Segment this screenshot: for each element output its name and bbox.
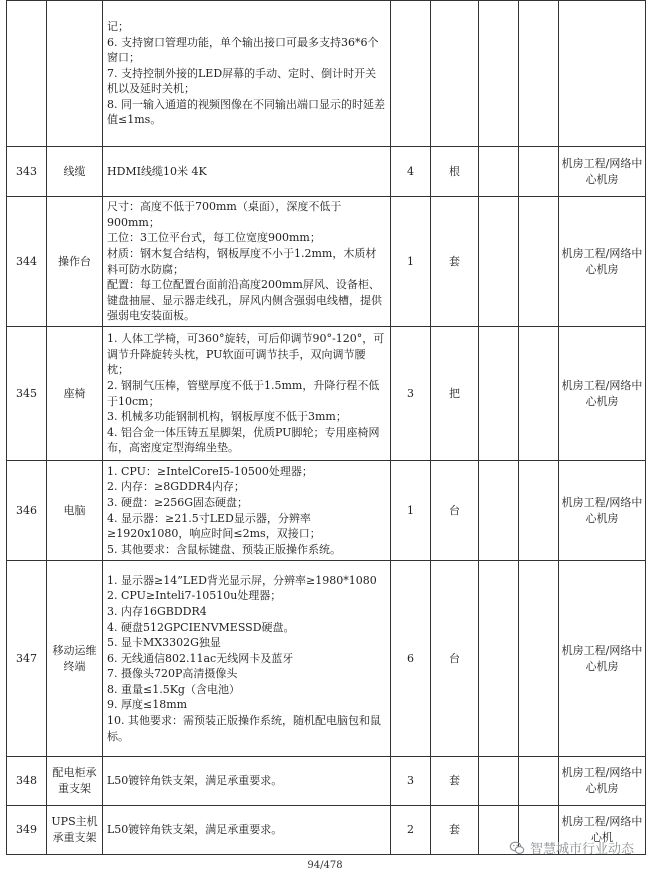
spec-line: 4. 铝合金一体压铸五星脚架，优质PU脚轮；专用座椅网布，高密度定型海绵坐垫。 bbox=[107, 425, 380, 455]
item-name: 移动运维终端 bbox=[47, 561, 103, 757]
spec-line: 5. 显卡MX3302G独显 bbox=[107, 636, 221, 650]
spec-line: 2. 钢制气压棒，管壁厚度不低于1.5mm，升降行程不低于10cm； bbox=[107, 378, 380, 408]
watermark-text: 智慧城市行业动态 bbox=[529, 842, 634, 857]
table-row bbox=[7, 757, 646, 806]
item-quantity: 6 bbox=[391, 561, 431, 757]
item-name: 配电柜承重支架 bbox=[47, 757, 103, 806]
item-number: 348 bbox=[7, 757, 47, 806]
watermark bbox=[509, 838, 634, 857]
item-number: 343 bbox=[7, 147, 47, 197]
item-number: 349 bbox=[7, 806, 47, 855]
spec-line: 5. 其他要求：含鼠标键盘、预装正版操作系统。 bbox=[107, 542, 341, 556]
spec-line: 3. 机械多功能钢制机构，钢板厚度不低于3mm； bbox=[107, 410, 347, 424]
item-name bbox=[47, 1, 103, 147]
item-quantity: 3 bbox=[391, 327, 431, 461]
spec-line: 2. CPU≥Inteli7-10510u处理器； bbox=[107, 589, 282, 603]
item-name: 电脑 bbox=[47, 461, 103, 561]
item-spec bbox=[103, 197, 391, 327]
empty-cell bbox=[519, 1, 559, 147]
empty-cell bbox=[479, 757, 519, 806]
item-remark: 机房工程/网络中心机房 bbox=[559, 757, 646, 806]
empty-cell bbox=[479, 1, 519, 147]
spec-line: 4. 显示器：≥21.5寸LED显示器，分辨率≥1920x1080，响应时间≤2ms，双接口； bbox=[107, 511, 321, 541]
spec-line: 1. 显示器≥14”LED背光显示屏，分辨率≥1980*1080 bbox=[107, 573, 377, 587]
table-row bbox=[7, 197, 646, 327]
item-quantity: 4 bbox=[391, 147, 431, 197]
table-row bbox=[7, 461, 646, 561]
item-number: 346 bbox=[7, 461, 47, 561]
spec-line: 材质：钢木复合结构，钢板厚度不小于1.2mm，木质材料可防水防腐； bbox=[107, 246, 377, 276]
spec-line: L50镀锌角铁支架，满足承重要求。 bbox=[107, 774, 283, 788]
item-remark: 机房工程/网络中心机房 bbox=[559, 561, 646, 757]
spec-line: 4. 硬盘512GPCIENVMESSD硬盘。 bbox=[107, 620, 295, 634]
spec-line: 3. 硬盘：≥256G固态硬盘； bbox=[107, 495, 248, 509]
item-unit: 套 bbox=[431, 757, 479, 806]
item-remark bbox=[559, 1, 646, 147]
item-name: 线缆 bbox=[47, 147, 103, 197]
empty-cell bbox=[519, 461, 559, 561]
spec-line: 记； bbox=[107, 19, 129, 33]
item-remark: 机房工程/网络中心机房 bbox=[559, 327, 646, 461]
page-number: 94/478 bbox=[307, 860, 343, 871]
item-remark: 机房工程/网络中心机房 bbox=[559, 147, 646, 197]
item-spec bbox=[103, 327, 391, 461]
item-spec bbox=[103, 561, 391, 757]
item-number: 347 bbox=[7, 561, 47, 757]
item-unit: 台 bbox=[431, 461, 479, 561]
spec-line: 10. 其他要求：需预装正版操作系统，随机配电脑包和鼠标。 bbox=[107, 714, 381, 743]
spec-line: 2. 内存：≥8GDDR4内存； bbox=[107, 480, 245, 494]
spec-line: 3. 内存16GBDDR4 bbox=[107, 604, 207, 618]
procurement-table bbox=[6, 0, 646, 855]
spec-line: 8. 重量≤1.5Kg（含电池） bbox=[107, 682, 240, 696]
spec-line: 1. 人体工学椅，可360°旋转，可后仰调节90°-120°，可调节升降旋转头枕，PU软面可调节扶手，双向调节腰枕； bbox=[107, 332, 385, 377]
spec-line: 尺寸：高度不低于700mm（桌面），深度不低于900mm； bbox=[107, 200, 342, 229]
item-unit: 套 bbox=[431, 197, 479, 327]
spec-line: L50镀锌角铁支架，满足承重要求。 bbox=[107, 823, 283, 837]
item-remark: 机房工程/网络中心机 bbox=[559, 806, 646, 855]
spec-line: 工位：3工位平台式，每工位宽度900mm； bbox=[107, 231, 321, 245]
item-name: UPS主机承重支架 bbox=[47, 806, 103, 855]
empty-cell bbox=[519, 327, 559, 461]
spec-line: 7. 支持控制外接的LED屏幕的手动、定时、倒计时开关机以及延时关机； bbox=[107, 66, 377, 96]
item-spec bbox=[103, 147, 391, 197]
empty-cell bbox=[479, 561, 519, 757]
item-spec bbox=[103, 461, 391, 561]
empty-cell bbox=[519, 757, 559, 806]
empty-cell bbox=[479, 461, 519, 561]
item-quantity bbox=[391, 1, 431, 147]
item-quantity: 1 bbox=[391, 197, 431, 327]
item-spec bbox=[103, 1, 391, 147]
item-quantity: 1 bbox=[391, 461, 431, 561]
empty-cell bbox=[479, 197, 519, 327]
item-unit: 把 bbox=[431, 327, 479, 461]
item-unit: 根 bbox=[431, 147, 479, 197]
empty-cell bbox=[519, 147, 559, 197]
wechat-icon bbox=[509, 840, 525, 856]
empty-cell bbox=[519, 197, 559, 327]
procurement-table-page bbox=[6, 0, 645, 855]
item-spec bbox=[103, 757, 391, 806]
item-number bbox=[7, 1, 47, 147]
spec-line: 6. 支持窗口管理功能，单个输出接口可最多支持36*6个窗口； bbox=[107, 35, 379, 65]
item-unit: 套 bbox=[431, 806, 479, 855]
table-row bbox=[7, 147, 646, 197]
empty-cell bbox=[479, 147, 519, 197]
item-quantity: 2 bbox=[391, 806, 431, 855]
item-number: 344 bbox=[7, 197, 47, 327]
item-unit bbox=[431, 1, 479, 147]
spec-line: 8. 同一输入通道的视频图像在不同输出端口显示的时延差值≤1ms。 bbox=[107, 97, 385, 127]
item-unit: 台 bbox=[431, 561, 479, 757]
spec-line: 1. CPU：≥IntelCoreI5-10500处理器； bbox=[107, 464, 313, 478]
item-remark: 机房工程/网络中心机房 bbox=[559, 197, 646, 327]
spec-line: 6. 无线通信802.11ac无线网卡及蓝牙 bbox=[107, 651, 294, 665]
empty-cell bbox=[479, 327, 519, 461]
spec-line: HDMI线缆10米 4K bbox=[107, 164, 207, 178]
spec-line: 7. 摄像头720P高清摄像头 bbox=[107, 667, 238, 681]
item-quantity: 3 bbox=[391, 757, 431, 806]
item-remark: 机房工程/网络中心机房 bbox=[559, 461, 646, 561]
table-row bbox=[7, 1, 646, 147]
item-name: 座椅 bbox=[47, 327, 103, 461]
table-row bbox=[7, 327, 646, 461]
empty-cell bbox=[519, 561, 559, 757]
item-number: 345 bbox=[7, 327, 47, 461]
item-name: 操作台 bbox=[47, 197, 103, 327]
spec-line: 配置：每工位配置台面前沿高度200mm屏风、设备柜、键盘抽屉、显示器走线孔，屏风内侧含强弱电线槽，提供强弱电安装面板。 bbox=[107, 278, 382, 323]
spec-line: 9. 厚度≤18mm bbox=[107, 698, 188, 712]
table-row bbox=[7, 561, 646, 757]
item-spec bbox=[103, 806, 391, 855]
